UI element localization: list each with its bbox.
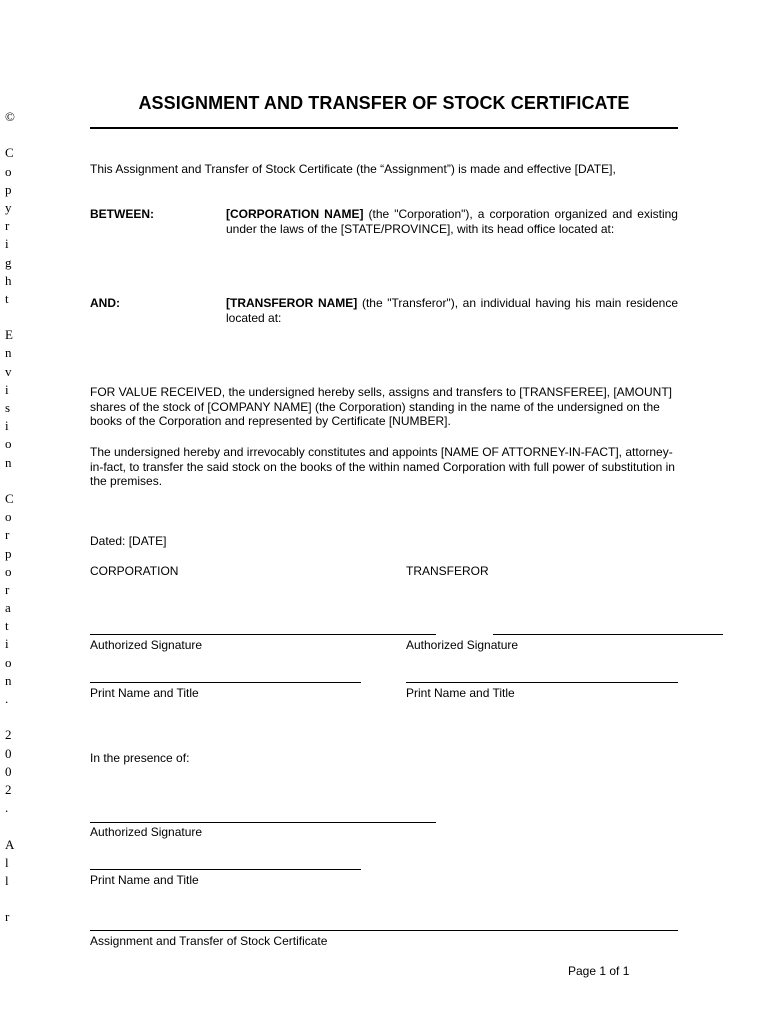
footer-rule bbox=[90, 930, 678, 931]
copyright-sidebar bbox=[5, 108, 21, 926]
intro-paragraph: This Assignment and Transfer of Stock Certificate (the “Assignment”) is made and effective [DATE], bbox=[90, 162, 616, 176]
dated-line: Dated: [DATE] bbox=[90, 534, 167, 548]
footer-document-name: Assignment and Transfer of Stock Certificate bbox=[90, 934, 328, 948]
sidebar-char: p bbox=[5, 545, 12, 561]
sidebar-char: r bbox=[5, 909, 10, 925]
sidebar-char: i bbox=[5, 236, 9, 252]
sidebar-char: v bbox=[5, 363, 12, 379]
sidebar-char: 2 bbox=[5, 727, 12, 743]
corp-print-name-line[interactable] bbox=[90, 682, 361, 683]
corp-signature-line[interactable] bbox=[90, 634, 436, 635]
sidebar-char: C bbox=[5, 490, 14, 506]
sidebar-char: i bbox=[5, 418, 9, 434]
sidebar-char: p bbox=[5, 181, 12, 197]
sidebar-char: y bbox=[5, 199, 12, 215]
transferor-name: [TRANSFEROR NAME] bbox=[226, 296, 358, 310]
and-label: AND: bbox=[90, 296, 120, 310]
sidebar-char: A bbox=[5, 836, 15, 852]
attorney-paragraph: The undersigned hereby and irrevocably constitutes and appoints [NAME OF ATTORNEY-IN-FACT], attorney-in-fact, to transfer the said stock on the books of the within named Corporation with full power of substitution in the premises. bbox=[90, 445, 675, 489]
sidebar-char: 0 bbox=[5, 763, 12, 779]
sidebar-char bbox=[5, 308, 21, 326]
and-description: (the "Transferor"), an individual having his main residence located at: bbox=[226, 296, 678, 325]
sidebar-char: n bbox=[5, 454, 12, 470]
sidebar-char: t bbox=[5, 290, 9, 306]
title-rule bbox=[90, 127, 678, 129]
trans-authorized-signature-label: Authorized Signature bbox=[406, 638, 519, 652]
sidebar-char: 2 bbox=[5, 781, 12, 797]
corporation-heading: CORPORATION bbox=[90, 564, 179, 578]
sidebar-char: a bbox=[5, 600, 11, 616]
trans-signature-line-start bbox=[406, 634, 436, 635]
sidebar-char bbox=[5, 472, 21, 490]
sidebar-char: . bbox=[5, 800, 9, 816]
sidebar-char: r bbox=[5, 527, 10, 543]
sidebar-char: l bbox=[5, 854, 9, 870]
sidebar-char: n bbox=[5, 345, 12, 361]
sidebar-char: E bbox=[5, 327, 13, 343]
sidebar-char: © bbox=[5, 109, 15, 124]
between-description: (the "Corporation"), a corporation organized and existing under the laws of the [STATE/PROVINCE], with its head office located at: bbox=[226, 207, 678, 236]
and-text bbox=[226, 296, 678, 325]
document-title: ASSIGNMENT AND TRANSFER OF STOCK CERTIFICATE bbox=[138, 93, 630, 113]
sidebar-char bbox=[5, 817, 21, 835]
sidebar-char: i bbox=[5, 381, 9, 397]
sidebar-char: t bbox=[5, 618, 9, 634]
sidebar-char: o bbox=[5, 654, 12, 670]
witness-print-name-line[interactable] bbox=[90, 869, 361, 870]
sidebar-char: o bbox=[5, 563, 12, 579]
sidebar-char: r bbox=[5, 581, 10, 597]
sidebar-char: C bbox=[5, 145, 14, 161]
witness-print-name-label: Print Name and Title bbox=[90, 873, 199, 887]
sidebar-char bbox=[5, 126, 21, 144]
transferor-heading: TRANSFEROR bbox=[406, 564, 489, 578]
value-received-paragraph: FOR VALUE RECEIVED, the undersigned hereby sells, assigns and transfers to [TRANSFEREE], [AMOUNT] shares of the stock of [COMPANY NAME] (the Corporation) standing in the name of the undersigned on the books of the Corporation and represented by Certificate [NUMBER]. bbox=[90, 385, 672, 429]
between-label: BETWEEN: bbox=[90, 207, 154, 221]
sidebar-char: o bbox=[5, 163, 12, 179]
witness-authorized-signature-label: Authorized Signature bbox=[90, 825, 203, 839]
sidebar-char: g bbox=[5, 254, 12, 270]
sidebar-char bbox=[5, 708, 21, 726]
between-text bbox=[226, 207, 678, 236]
sidebar-char: o bbox=[5, 436, 12, 452]
trans-print-name-line[interactable] bbox=[406, 682, 678, 683]
sidebar-char: n bbox=[5, 672, 12, 688]
corporation-name: [CORPORATION NAME] bbox=[226, 207, 364, 221]
sidebar-char: o bbox=[5, 509, 12, 525]
page-number: Page 1 of 1 bbox=[568, 964, 630, 978]
sidebar-char: 0 bbox=[5, 745, 12, 761]
sidebar-char: r bbox=[5, 218, 10, 234]
corp-print-name-label: Print Name and Title bbox=[90, 686, 199, 700]
witness-signature-line[interactable] bbox=[90, 822, 436, 823]
trans-signature-line[interactable] bbox=[493, 634, 723, 635]
sidebar-char bbox=[5, 890, 21, 908]
corp-authorized-signature-label: Authorized Signature bbox=[90, 638, 203, 652]
sidebar-char: i bbox=[5, 636, 9, 652]
sidebar-char: s bbox=[5, 400, 11, 415]
presence-label: In the presence of: bbox=[90, 751, 190, 765]
trans-print-name-label: Print Name and Title bbox=[406, 686, 515, 700]
sidebar-char: h bbox=[5, 272, 12, 288]
sidebar-char: . bbox=[5, 691, 9, 706]
sidebar-char: l bbox=[5, 872, 9, 888]
